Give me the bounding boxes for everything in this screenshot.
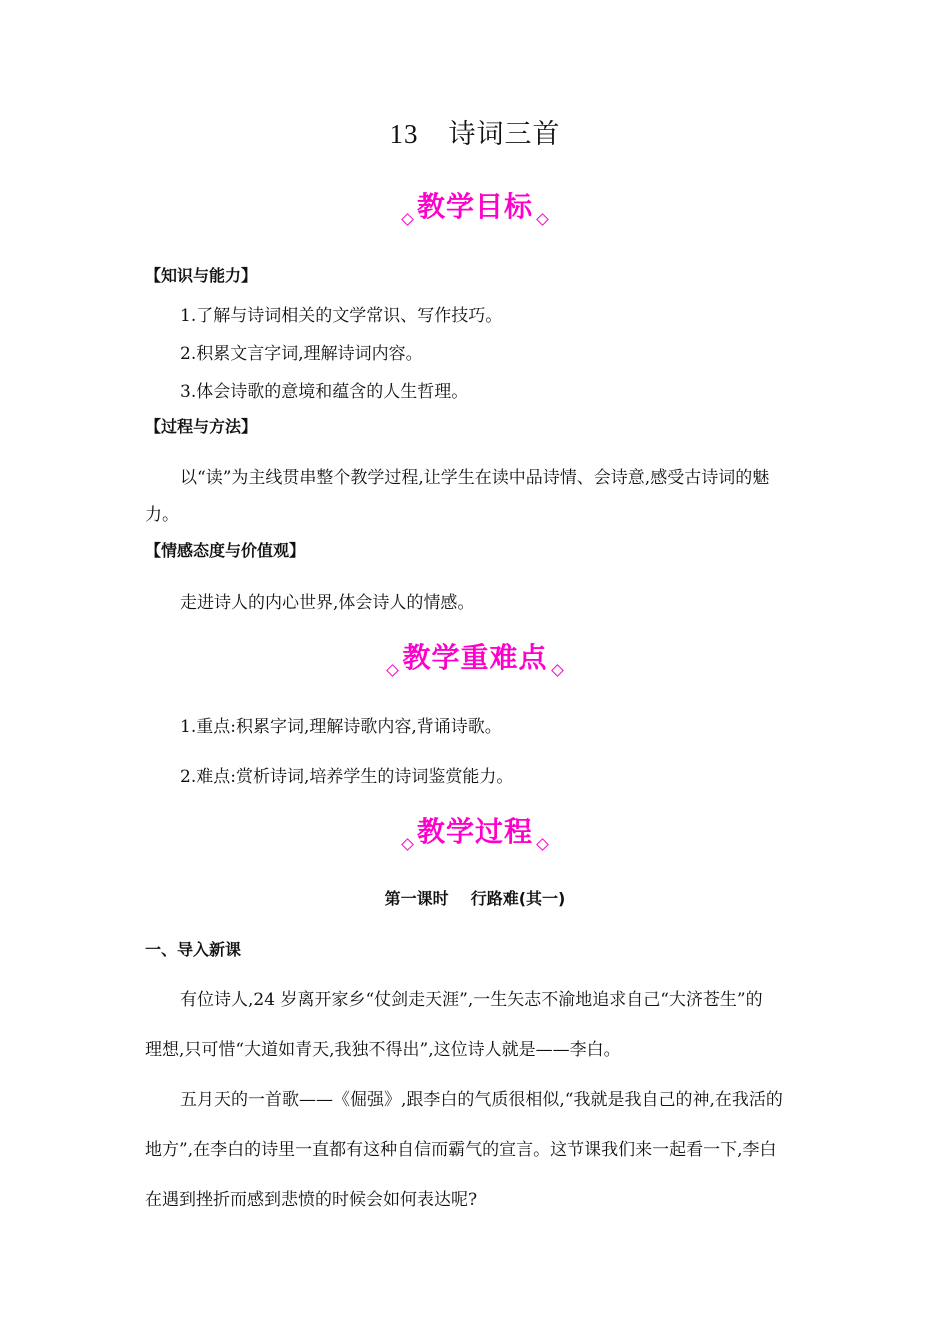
method-header: 【过程与方法】 — [145, 417, 258, 436]
method-text-line: 力。 — [145, 505, 179, 525]
knowledge-item: 3.体会诗歌的意境和蕴含的人生哲理。 — [180, 382, 469, 402]
page-title — [0, 112, 950, 151]
knowledge-header: 【知识与能力】 — [145, 266, 258, 285]
diamond-icon — [536, 838, 549, 851]
diamond-icon — [387, 664, 400, 677]
lesson-number: 13 — [389, 119, 419, 149]
lesson-period: 第一课时 — [384, 889, 449, 908]
knowledge-item: 1.了解与诗词相关的文学常识、写作技巧。 — [180, 306, 503, 326]
paragraph-line: 在遇到挫折而感到悲愤的时候会如何表达呢? — [145, 1190, 478, 1210]
lesson-title: 诗词三首 — [448, 119, 561, 150]
section-heading-process: 教学过程 — [0, 810, 950, 860]
emotion-text: 走进诗人的内心世界,体会诗人的情感。 — [180, 593, 475, 613]
intro-header: 一、导入新课 — [145, 940, 242, 959]
paragraph-line: 五月天的一首歌——《倔强》,跟李白的气质很相似,“我就是我自己的神,在我活的 — [180, 1090, 783, 1110]
paragraph-line: 地方”,在李白的诗里一直都有这种自信而霸气的宣言。这节课我们来一起看一下,李白 — [145, 1140, 777, 1160]
method-text-line: 以“读”为主线贯串整个教学过程,让学生在读中品诗情、会诗意,感受古诗词的魅 — [180, 468, 770, 488]
lesson-heading — [0, 886, 950, 909]
section-heading-objectives: 教学目标 — [0, 185, 950, 235]
section-heading-key-points: 教学重难点 — [0, 636, 950, 686]
lesson-name: 行路难(其一) — [470, 889, 566, 908]
paragraph-line: 理想,只可惜“大道如青天,我独不得出”,这位诗人就是——李白。 — [145, 1040, 621, 1060]
diamond-icon — [401, 838, 414, 851]
key-point-item: 1.重点:积累字词,理解诗歌内容,背诵诗歌。 — [180, 717, 502, 737]
emotion-header: 【情感态度与价值观】 — [145, 541, 306, 560]
diamond-icon — [401, 213, 414, 226]
knowledge-item: 2.积累文言字词,理解诗词内容。 — [180, 344, 423, 364]
paragraph-line: 有位诗人,24 岁离开家乡“仗剑走天涯”,一生矢志不渝地追求自己“大济苍生”的 — [180, 990, 763, 1010]
diamond-icon — [536, 213, 549, 226]
diamond-icon — [551, 664, 564, 677]
key-point-item: 2.难点:赏析诗词,培养学生的诗词鉴赏能力。 — [180, 767, 514, 787]
